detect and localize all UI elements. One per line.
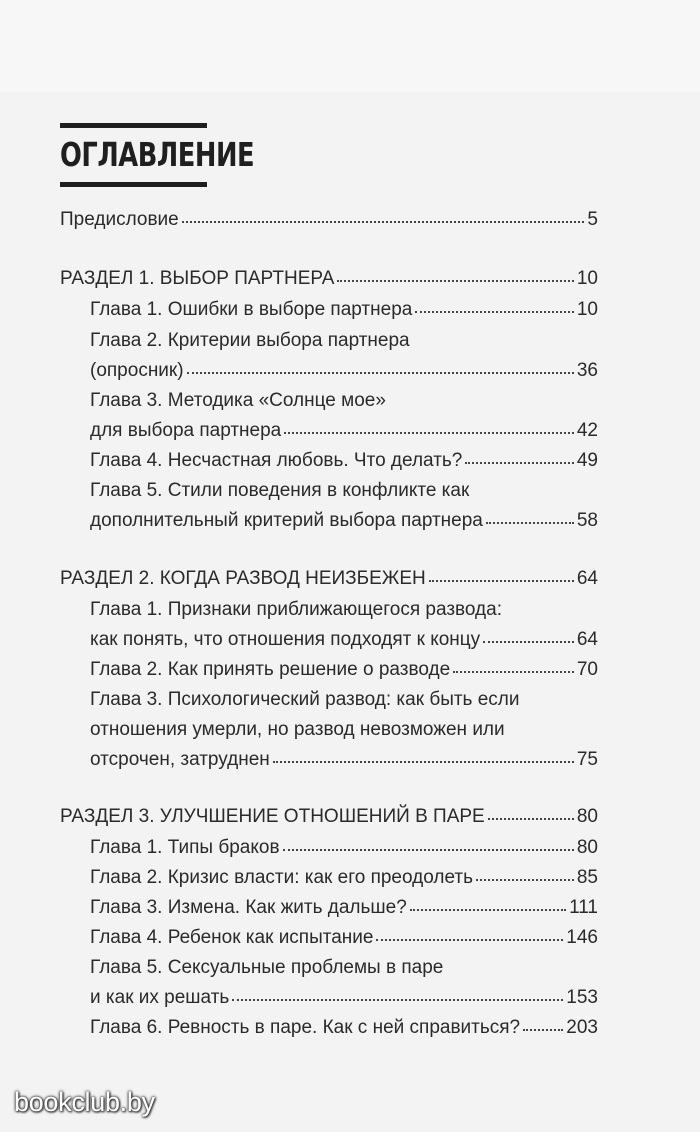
toc-title: ОГЛАВЛЕНИЕ: [60, 135, 255, 174]
dot-leader: [523, 1023, 563, 1031]
toc-entry-s2-chapter-1-line-1: [90, 594, 598, 626]
toc-entry-s2-chapter-3-line-1: [90, 684, 598, 716]
page-number: 10: [576, 268, 598, 289]
dot-leader: [182, 215, 585, 223]
dot-leader: [429, 574, 574, 582]
entry-label: Глава 2. Как принять решение о разводе: [90, 659, 451, 680]
toc-entry-section-2: [60, 563, 598, 595]
entry-label: РАЗДЕЛ 2. КОГДА РАЗВОД НЕИЗБЕЖЕН: [60, 568, 426, 589]
entry-label: Глава 5. Стили поведения в конфликте как: [90, 480, 470, 501]
watermark: bookclub.by: [14, 1087, 155, 1117]
entry-label: Предисловие: [60, 209, 179, 230]
dot-leader: [187, 366, 574, 374]
toc-entry-s1-chapter-5: [90, 505, 598, 537]
toc-entry-s2-chapter-3: [90, 744, 598, 776]
page-number: 80: [576, 806, 598, 827]
entry-label: Глава 2. Критерии выбора партнера: [90, 330, 410, 351]
entry-label-cont: как понять, что отношения подходят к концу: [90, 629, 481, 650]
toc-entry-s2-chapter-2: [90, 654, 598, 686]
page-number: 85: [576, 867, 598, 888]
toc-entry-s1-chapter-1: [90, 294, 598, 326]
dot-leader: [410, 903, 566, 911]
entry-label-cont: отсрочен, затруднен: [90, 749, 270, 770]
entry-label: Глава 3. Методика «Солнце мое»: [90, 390, 386, 411]
page-number: 5: [587, 209, 598, 230]
dot-leader: [476, 873, 574, 881]
entry-label: Глава 1. Типы браков: [90, 837, 280, 858]
toc-entry-s3-chapter-5: [90, 982, 598, 1014]
page-number: 70: [576, 659, 598, 680]
toc-entry-s1-chapter-2-line-1: [90, 325, 598, 357]
entry-label: Глава 4. Несчастная любовь. Что делать?: [90, 450, 463, 471]
toc-entry-s1-chapter-3: [90, 415, 598, 447]
entry-label: РАЗДЕЛ 1. ВЫБОР ПАРТНЕРА: [60, 268, 335, 289]
toc-entry-s1-chapter-3-line-1: [90, 385, 598, 417]
toc-entry-s1-chapter-2: [90, 355, 598, 387]
entry-label-cont: (опросник): [90, 360, 184, 381]
page-number: 36: [576, 360, 598, 381]
toc-entry-s2-chapter-3-line-2: [90, 714, 598, 746]
page-number: 203: [566, 1017, 598, 1038]
toc-entry-s2-chapter-1: [90, 624, 598, 656]
dot-leader: [376, 933, 563, 941]
page-number: 64: [576, 568, 598, 589]
page-number: 111: [569, 897, 598, 918]
toc-entry-s1-chapter-5-line-1: [90, 475, 598, 507]
dot-leader: [283, 843, 574, 851]
entry-label: Глава 3. Психологический развод: как быть если: [90, 689, 520, 710]
entry-label: Глава 1. Признаки приближающегося развода:: [90, 599, 502, 620]
page-number: 146: [566, 927, 598, 948]
dot-leader: [232, 993, 563, 1001]
toc-entry-section-3: [60, 801, 598, 833]
page-number: 10: [576, 299, 598, 320]
toc-entry-s3-chapter-3: [90, 892, 598, 924]
dot-leader: [488, 812, 574, 820]
dot-leader: [453, 665, 574, 673]
dot-leader: [465, 456, 574, 464]
dot-leader: [483, 635, 574, 643]
dot-leader: [486, 516, 574, 524]
page-number: 58: [576, 510, 598, 531]
entry-label-cont: и как их решать: [90, 987, 230, 1008]
dot-leader: [337, 274, 573, 282]
page-number: 49: [576, 450, 598, 471]
entry-label: Глава 1. Ошибки в выборе партнера: [90, 299, 413, 320]
dot-leader: [273, 755, 574, 763]
page-number: 75: [576, 749, 598, 770]
entry-label: Глава 2. Кризис власти: как его преодолеть: [90, 867, 474, 888]
toc-entry-s3-chapter-2: [90, 862, 598, 894]
entry-label-cont: дополнительный критерий выбора партнера: [90, 510, 483, 531]
toc-entry-s3-chapter-1: [90, 832, 598, 864]
page-number: 153: [566, 987, 598, 1008]
toc-entry-s1-chapter-4: [90, 445, 598, 477]
entry-label-cont: для выбора партнера: [90, 420, 282, 441]
page-number: 64: [576, 629, 598, 650]
entry-label: Глава 3. Измена. Как жить дальше?: [90, 897, 407, 918]
dot-leader: [415, 305, 574, 313]
page-number: 80: [576, 837, 598, 858]
toc-entry-preface: [60, 204, 598, 236]
entry-label: Глава 4. Ребенок как испытание: [90, 927, 374, 948]
dot-leader: [284, 426, 574, 434]
entry-label-cont: отношения умерли, но развод невозможен или: [90, 719, 505, 740]
entry-label: Глава 5. Сексуальные проблемы в паре: [90, 957, 444, 978]
toc-entry-section-1: [60, 263, 598, 295]
toc-entry-s3-chapter-6: [90, 1012, 598, 1044]
page-number: 42: [576, 420, 598, 441]
toc-entry-s3-chapter-5-line-1: [90, 952, 598, 984]
toc-entry-s3-chapter-4: [90, 922, 598, 954]
entry-label: Глава 6. Ревность в паре. Как с ней справиться?: [90, 1017, 521, 1038]
entry-label: РАЗДЕЛ 3. УЛУЧШЕНИЕ ОТНОШЕНИЙ В ПАРЕ: [60, 806, 485, 827]
